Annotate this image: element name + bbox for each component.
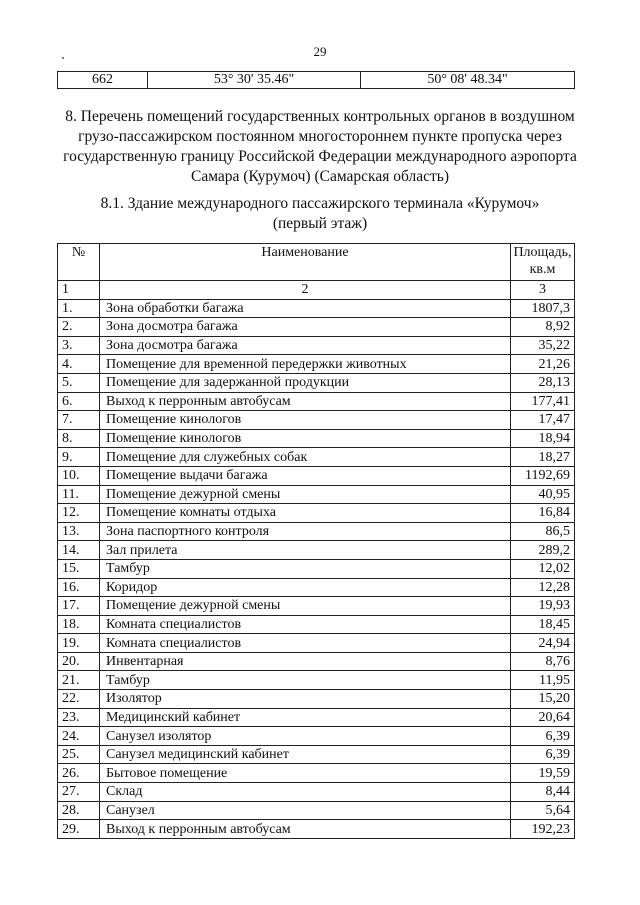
room-area: 16,84 (511, 504, 575, 523)
row-number: 3. (58, 336, 100, 355)
table-row (58, 559, 575, 578)
table-row (58, 522, 575, 541)
room-name: Санузел (100, 801, 511, 820)
room-area: 1807,3 (511, 299, 575, 318)
row-number: 12. (58, 504, 100, 523)
section-heading-line: государственную границу Российской Федерации международного аэропорта (63, 148, 577, 165)
row-number: 16. (58, 578, 100, 597)
table-row (58, 727, 575, 746)
table-row (58, 541, 575, 560)
room-name: Помещение для задержанной продукции (100, 373, 511, 392)
scan-speck (62, 57, 64, 59)
room-area: 24,94 (511, 634, 575, 653)
row-number: 17. (58, 597, 100, 616)
row-number: 27. (58, 783, 100, 802)
room-name: Помещение дежурной смены (100, 485, 511, 504)
room-name: Санузел медицинский кабинет (100, 745, 511, 764)
coordinates-table (57, 71, 575, 89)
table-row (58, 299, 575, 318)
table-row (58, 336, 575, 355)
row-number: 21. (58, 671, 100, 690)
room-name: Зона паспортного контроля (100, 522, 511, 541)
room-name: Бытовое помещение (100, 764, 511, 783)
room-area: 192,23 (511, 820, 575, 839)
room-name: Изолятор (100, 690, 511, 709)
room-name: Помещение кинологов (100, 411, 511, 430)
table-row (58, 708, 575, 727)
header-area-unit: кв.м (529, 262, 556, 277)
room-area: 28,13 (511, 373, 575, 392)
room-area: 19,59 (511, 764, 575, 783)
room-area: 40,95 (511, 485, 575, 504)
table-row (58, 671, 575, 690)
room-area: 6,39 (511, 745, 575, 764)
subsection-heading-line: (первый этаж) (272, 215, 368, 232)
table-row (58, 764, 575, 783)
table-row (58, 783, 575, 802)
row-number: 14. (58, 541, 100, 560)
table-row (58, 392, 575, 411)
header-area-line: Площадь, (513, 245, 572, 260)
room-area: 8,76 (511, 652, 575, 671)
room-name: Помещение кинологов (100, 429, 511, 448)
room-name: Санузел изолятор (100, 727, 511, 746)
row-number: 25. (58, 745, 100, 764)
row-number: 19. (58, 634, 100, 653)
room-name: Выход к перронным автобусам (100, 820, 511, 839)
column-index: 2 (100, 281, 511, 300)
room-area: 177,41 (511, 392, 575, 411)
room-area: 21,26 (511, 355, 575, 374)
table-row (58, 578, 575, 597)
room-area: 18,45 (511, 615, 575, 634)
room-area: 289,2 (511, 541, 575, 560)
table-row (58, 373, 575, 392)
row-number: 9. (58, 448, 100, 467)
table-row (58, 652, 575, 671)
table-row (58, 745, 575, 764)
column-index: 3 (511, 281, 575, 300)
room-area: 11,95 (511, 671, 575, 690)
coordinates-row (58, 72, 575, 89)
room-name: Зона досмотра багажа (100, 336, 511, 355)
row-number: 8. (58, 429, 100, 448)
row-number: 29. (58, 820, 100, 839)
row-number: 1. (58, 299, 100, 318)
room-name: Комната специалистов (100, 634, 511, 653)
room-name: Коридор (100, 578, 511, 597)
subsection-heading-line: 8.1. Здание международного пассажирского терминала «Курумоч» (100, 195, 540, 212)
room-area: 17,47 (511, 411, 575, 430)
row-number: 11. (58, 485, 100, 504)
row-number: 5. (58, 373, 100, 392)
room-area: 1192,69 (511, 466, 575, 485)
rooms-table-body (58, 244, 575, 839)
section-heading-line: грузо-пассажирском постоянном многостороннем пункте пропуска через (78, 128, 562, 145)
header-num: № (58, 244, 100, 281)
room-name: Зона обработки багажа (100, 299, 511, 318)
room-name: Помещение комнаты отдыха (100, 504, 511, 523)
section-heading (40, 107, 600, 187)
row-number: 24. (58, 727, 100, 746)
room-name: Помещение выдачи багажа (100, 466, 511, 485)
room-name: Комната специалистов (100, 615, 511, 634)
row-number: 15. (58, 559, 100, 578)
room-name: Тамбур (100, 559, 511, 578)
rooms-table (57, 243, 575, 839)
room-name: Выход к перронным автобусам (100, 392, 511, 411)
room-area: 18,27 (511, 448, 575, 467)
table-row (58, 411, 575, 430)
room-area: 18,94 (511, 429, 575, 448)
page-number: 29 (313, 44, 327, 59)
room-area: 6,39 (511, 727, 575, 746)
room-name: Тамбур (100, 671, 511, 690)
section-heading-line: Самара (Курумоч) (Самарская область) (191, 168, 449, 185)
room-area: 8,92 (511, 318, 575, 337)
header-name: Наименование (100, 244, 511, 281)
room-name: Инвентарная (100, 652, 511, 671)
room-area: 35,22 (511, 336, 575, 355)
room-area: 15,20 (511, 690, 575, 709)
column-index-row (58, 281, 575, 300)
point-number: 662 (58, 72, 148, 89)
column-index: 1 (58, 281, 100, 300)
room-area: 19,93 (511, 597, 575, 616)
longitude: 50° 08' 48.34" (361, 72, 575, 89)
table-row (58, 504, 575, 523)
room-name: Помещение для служебных собак (100, 448, 511, 467)
table-row (58, 690, 575, 709)
table-row (58, 448, 575, 467)
room-name: Помещение для временной передержки животных (100, 355, 511, 374)
row-number: 28. (58, 801, 100, 820)
row-number: 26. (58, 764, 100, 783)
table-header-row (58, 244, 575, 281)
latitude: 53° 30' 35.46" (148, 72, 361, 89)
room-name: Зона досмотра багажа (100, 318, 511, 337)
table-row (58, 466, 575, 485)
table-row (58, 318, 575, 337)
table-row (58, 355, 575, 374)
row-number: 6. (58, 392, 100, 411)
room-name: Зал прилета (100, 541, 511, 560)
room-name: Склад (100, 783, 511, 802)
subsection-heading (40, 194, 600, 234)
row-number: 20. (58, 652, 100, 671)
row-number: 23. (58, 708, 100, 727)
row-number: 2. (58, 318, 100, 337)
row-number: 22. (58, 690, 100, 709)
room-area: 20,64 (511, 708, 575, 727)
room-name: Помещение дежурной смены (100, 597, 511, 616)
room-area: 86,5 (511, 522, 575, 541)
row-number: 7. (58, 411, 100, 430)
room-area: 8,44 (511, 783, 575, 802)
room-name: Медицинский кабинет (100, 708, 511, 727)
header-area (511, 244, 575, 281)
room-area: 5,64 (511, 801, 575, 820)
table-row (58, 429, 575, 448)
row-number: 4. (58, 355, 100, 374)
row-number: 18. (58, 615, 100, 634)
table-row (58, 634, 575, 653)
section-heading-line: 8. Перечень помещений государственных контрольных органов в воздушном (65, 108, 575, 125)
table-row (58, 801, 575, 820)
table-row (58, 485, 575, 504)
table-row (58, 615, 575, 634)
table-row (58, 597, 575, 616)
row-number: 13. (58, 522, 100, 541)
row-number: 10. (58, 466, 100, 485)
room-area: 12,02 (511, 559, 575, 578)
table-row (58, 820, 575, 839)
room-area: 12,28 (511, 578, 575, 597)
